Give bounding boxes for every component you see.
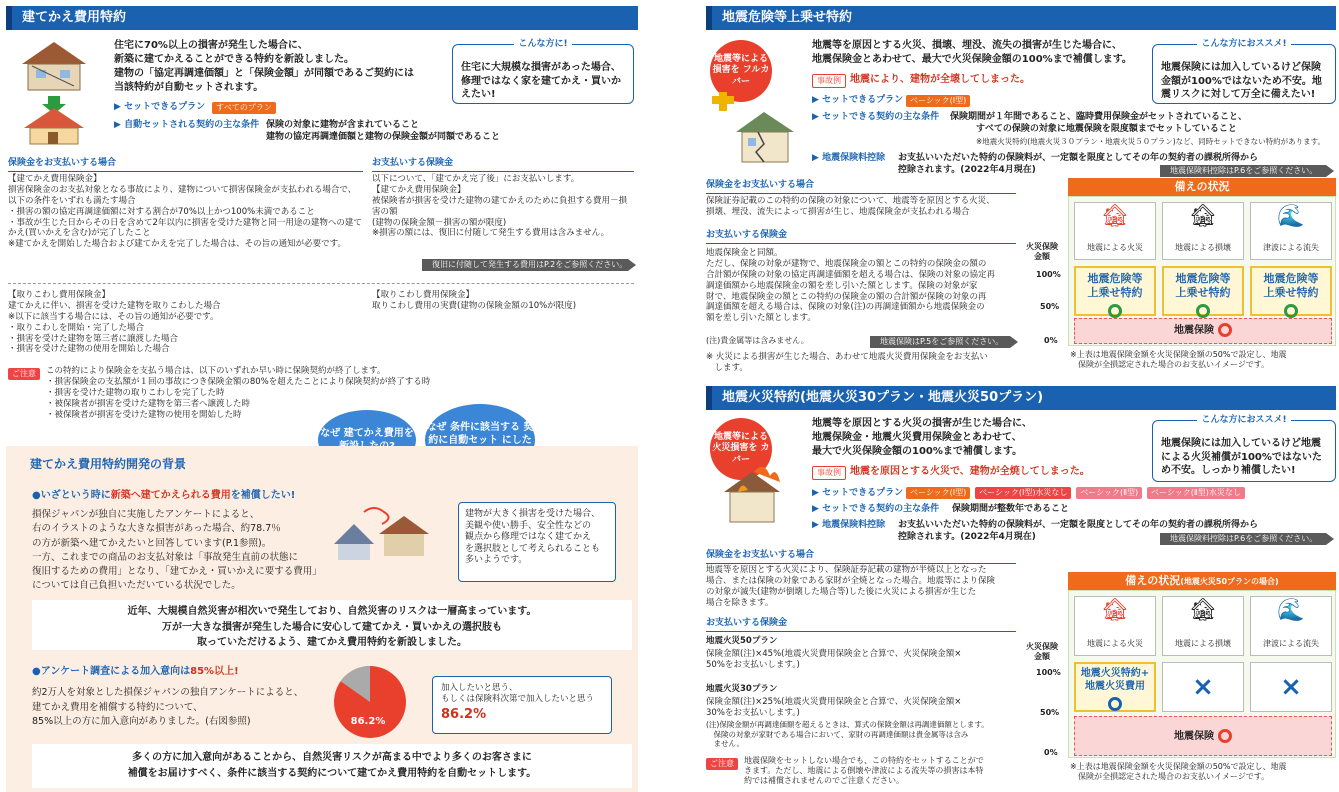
eq-fire-pay-amount-title: お支払いする保険金 xyxy=(706,618,1016,632)
eq-extra-example-tag: 事故例 xyxy=(812,74,846,88)
eq-extra-fee-bar[interactable]: 地震保険料控除はP.6をご参照ください。 xyxy=(1160,165,1326,177)
chart1-base: 地震保険 xyxy=(1074,318,1332,344)
eq-extra-note2: ※ 火災による損害が生じた場合、あわせて地震火災費用保険金をお支払い します。 xyxy=(706,352,988,373)
divider xyxy=(8,283,634,284)
eq-extra-cond1: 保険期間が１年間であること、臨時費用保険金がセットされていること、 xyxy=(950,112,1248,122)
chart2-risk-collapse: 🏚 地震による損壊 xyxy=(1162,596,1244,656)
rebuild-callout-text: 住宅に大規模な損害があった場合、修理ではなく家を建てかえ・買いかえたい! xyxy=(461,62,621,100)
eq-fire-plan-tags: ベーシック(Ⅰ型) ベーシック(Ⅰ型)水災なし ベーシック(Ⅱ型) ベーシック(Ⅱ型)水災なし xyxy=(906,487,1247,500)
chart1-sup-2: 地震危険等 上乗せ特約 xyxy=(1162,266,1244,316)
fire-house-icon: 🏚 xyxy=(1101,204,1129,229)
eq-fire-callout-title: こんな方におススメ! xyxy=(1197,415,1290,425)
circle-mark xyxy=(1108,697,1122,711)
eq-fire-fee-label: ▶ 地震保険料控除 xyxy=(812,520,886,530)
tsunami-house-icon: 🌊 xyxy=(1277,204,1305,229)
rebuild-caution-tag: ご注意 xyxy=(8,368,40,380)
eq-fire-caution-text: 地震保険をセットしない場合でも、この特約をセットすることがで きます。ただし、地震による倒壊や津波による流失等の損害は本特 約では補償されませんのでご注意ください。 xyxy=(744,756,984,786)
rebuild-intro-2: 新築に建てかえることができる特約を新設しました。 xyxy=(114,54,354,65)
damage-illustration xyxy=(324,504,444,564)
chart2-tick-50: 50% xyxy=(1040,708,1060,717)
eq-extra-cond-label: ▶ セットできる契約の主な条件 xyxy=(812,112,940,122)
rebuild-pay-amount-bar[interactable]: 復旧に付随して発生する費用はP.2をご参照ください。 xyxy=(422,259,628,271)
survey-pie-chart xyxy=(332,664,408,740)
eq-extra-callout xyxy=(1152,39,1336,104)
eq-extra-pay-case-text: 保険証券記載のこの特約の保険の対象について、地震等を原因とする火災、 損壊、埋没、流失によって損害が生じ、地震保険金が支払われる場合 xyxy=(706,196,995,217)
rebuild-pay-amount-text2: 【取りこわし費用保険金】 取りこわし費用の実費(建物の保険金額の10%が限度) xyxy=(372,290,577,311)
rebuild-callout-title: こんな方に! xyxy=(514,39,571,49)
eq-extra-intro-1: 地震等を原因とする火災、損壊、埋没、流失の損害が生じた場合に、 xyxy=(812,40,1122,51)
eq-extra-intro-2: 地震保険金とあわせて、最大で火災保険金額の100%まで補償します。 xyxy=(812,54,1132,65)
eq-extra-cond2: すべての保険の対象に地震保険を限度額までセットしていること xyxy=(976,124,1237,134)
chart1-ylabel: 火災保険 金額 xyxy=(1026,242,1058,262)
eq-fire-pay-case-text: 地震等を原因とする火災により、保険証券記載の建物が半焼以上となった 場合、または保険の対象である家財が全焼となった場合。地震等により保険 の対象が滅失(建物が倒壊した場合等)した後に火災による損害が生じた 場合を除きます。 xyxy=(706,565,996,608)
chart2-ylabel: 火災保険 金額 xyxy=(1026,642,1058,662)
eq-fire-cond-text: 保険期間が整数年であること xyxy=(952,504,1070,514)
chart2-title: 備えの状況(地震火災50プランの場合) xyxy=(1068,572,1336,591)
rebuild-callout xyxy=(452,39,634,104)
rebuild-auto-label: ▶ 自動セットされる契約の主な条件 xyxy=(114,120,260,130)
eq-fire-fee-text: お支払いいただいた特約の保険料が、一定額を限度としてその年の契約者の課税所得から 控除されます。(2022年4月現在) xyxy=(898,520,1259,542)
circle-mark xyxy=(1196,304,1210,318)
chart1-title: 備えの状況 xyxy=(1068,178,1336,196)
background-p1: 損保ジャパンが独自に実施したアンケートによると、 右のイラストのような大きな損害があった場合、約78.7％ の方が新築へ建てかえたいと回答しています(P.1参照)。 一方、これまでの商品のお支払対象は「事故発生直前の状態に 復旧するための費用」となり、「建てかえ・買いかえに要する費用」 については自己負担いただいている状況でした。 xyxy=(32,509,322,592)
collapse-house-icon: 🏚 xyxy=(1189,598,1217,623)
chart1-tick-100: 100% xyxy=(1036,270,1061,279)
chart1-sup-1: 地震危険等 上乗せ特約 xyxy=(1074,266,1156,316)
rebuild-caution-text: この特約により保険金を支払う場合は、以下のいずれか早い時に保険契約が終了します。 ・損害保険金の支払額が１回の事故につき保険金額の80%を超えたことにより保険契約が終了する時 ・損害を受けた建物の取りこわしを完了した時 ・被保険者が損害を受けた建物を第三者へ譲渡した時 ・被保険者が損害を受けた建物の使用を開始した時 xyxy=(46,366,431,420)
eq-extra-pay-amount-title: お支払いする保険金 xyxy=(706,230,1016,244)
tsunami-house-icon: 🌊 xyxy=(1277,598,1305,623)
chart1-risk-fire: 🏚 地震による火災 xyxy=(1074,202,1156,260)
chart2-base: 地震保険 xyxy=(1074,716,1332,756)
rebuild-plan-tag: すべてのプラン xyxy=(212,102,276,114)
section-header-eq-fire: 地震火災特約(地震火災30プラン・地震火災50プラン) xyxy=(706,386,1336,410)
rebuild-auto-cond2: 建物の協定再調達価額と建物の保険金額が同額であること xyxy=(266,132,501,142)
chart1-sup-3: 地震危険等 上乗せ特約 xyxy=(1250,266,1332,316)
chart2-risk-fire: 🏚 地震による火災 xyxy=(1074,596,1156,656)
rebuild-auto-cond1: 保険の対象に建物が含まれていること xyxy=(266,120,420,130)
eq-fire-cond-label: ▶ セットできる契約の主な条件 xyxy=(812,504,940,514)
chart2-tick-100: 100% xyxy=(1036,668,1061,677)
eq-fire-intro-2: 地震保険金・地震火災費用保険金とあわせて、 xyxy=(812,432,1022,443)
eq-fire-intro-1: 地震等を原因とする火災の損害が生じた場合に、 xyxy=(812,418,1032,429)
eq-fire-callout-text: 地震保険には加入しているけど地震による火災補償が100%ではないため不安。しっかり補償したい! xyxy=(1161,438,1322,476)
rebuild-pay-case-text1: 【建てかえ費用保険金】 損害保険金のお支払対象となる事故により、建物について損害保険金が支払われる場合で、以下の条件をいずれも満たす場合 ・損害の額の協定再調達価額に対する割合が70%以上かつ100%未満であること ・事故が生じた日からその日を含めて2年以内に損害を受けた建物と同一用途の建物への建てかえ(買いかえを含む)が完了したこと ※建てかえを開始した場合および建てかえを完了した場合は、その旨の通知が必要です。 xyxy=(8,174,362,250)
eq-fire-example-tag: 事故例 xyxy=(812,466,846,480)
background-summary2: 多くの方に加入意向があることから、自然災害リスクが高まる中でより多くのお客さまに 補償をお届けすべく、条件に該当する契約について建てかえ費用特約を自動セットします。 xyxy=(32,744,632,788)
eq-fire-fee-bar[interactable]: 地震保険料控除はP.6をご参照ください。 xyxy=(1160,533,1326,545)
chart2-sup-1: 地震火災特約+ 地震火災費用 xyxy=(1074,662,1156,712)
chart1-footnote: ※上表は地震保険金額を火災保険金額の50%で設定し、地震 保険が全損認定された場合のお支払いイメージです。 xyxy=(1070,350,1287,370)
collapse-house-icon: 🏚 xyxy=(1189,204,1217,229)
pie-label: 86.2% xyxy=(350,716,386,727)
eq-extra-fee-text: お支払いいただいた特約の保険料が、一定額を限度としてその年の契約者の課税所得から 控除されます。(2022年4月現在) xyxy=(898,153,1259,175)
circle-mark xyxy=(1284,304,1298,318)
chart2-cross-3: × xyxy=(1250,662,1332,712)
chart2-footnote: ※上表は地震保険金額を火災保険金額の50%で設定し、地震 保険が全損認定された場合のお支払いイメージです。 xyxy=(1070,762,1287,782)
chart1-risk-collapse: 🏚 地震による損壊 xyxy=(1162,202,1244,260)
rebuild-intro-1: 住宅に70%以上の損害が発生した場合に、 xyxy=(114,40,308,51)
house-illustration xyxy=(14,36,94,146)
eq-fire-plan-label: ▶ セットできるプラン xyxy=(812,488,904,498)
circle-mark xyxy=(1218,323,1232,337)
background-p2: 約2万人を対象とした損保ジャパンの独自アンケートによると、 建てかえ費用を補償する特約について、 85%以上の方に加入意向がありました。(右図参照) xyxy=(32,687,304,728)
chart2-cross-2: × xyxy=(1162,662,1244,712)
eq-extra-badge: 地震等による 損害を フルカバー xyxy=(710,40,772,102)
background-title: 建てかえ費用特約開発の背景 xyxy=(30,457,187,471)
eq-fire-plan50-title: 地震火災50プラン xyxy=(706,636,778,646)
rebuild-pay-case-text2: 【取りこわし費用保険金】 建てかえに伴い、損害を受けた建物を取りこわした場合 ※以下に該当する場合には、その旨の通知が必要です。 ・取りこわしを開始・完了した場合 ・損害を受けた建物を第三者に譲渡した場合 ・損害を受けた建物の使用を開始した場合 xyxy=(8,290,221,355)
eq-fire-plan30-text: 保険金額(注)×25%(地震火災費用保険金と合算で、火災保険金額× 30%をお支払いします。) xyxy=(706,697,962,718)
eq-fire-plan50-text: 保険金額(注)×45%(地震火災費用保険金と合算で、火災保険金額× 50%をお支払いします。) xyxy=(706,649,962,670)
fire-house-icon: 🏚 xyxy=(1101,598,1129,623)
eq-fire-callout xyxy=(1152,415,1336,482)
background-h2: ●アンケート調査による加入意向は85%以上! xyxy=(32,666,239,677)
eq-fire-caution-tag: ご注意 xyxy=(706,758,738,770)
rebuild-plan-label: ▶ セットできるプラン xyxy=(114,102,206,112)
eq-fire-intro-3: 最大で火災保険金額の100%まで補償します。 xyxy=(812,446,1023,457)
eq-extra-plan-tag: ベーシック(Ⅰ型) xyxy=(906,95,970,107)
background-box2: 加入したいと思う、 もしくは保険料次第で加入したいと思う 86.2% xyxy=(432,676,612,734)
eq-extra-fee-label: ▶ 地震保険料控除 xyxy=(812,153,886,163)
eq-fire-example-text: 地震を原因とする火災で、建物が全焼してしまった。 xyxy=(850,466,1090,477)
chart2-tick-0: 0% xyxy=(1044,748,1058,757)
rebuild-pay-amount-text1: 以下について、「建てかえ完了後」にお支払いします。 【建てかえ費用保険金】 被保険者が損害を受けた建物の建てかえのために負担する費用－損害の額 (建物の保険金額－損害の額が限度) ※損害の額には、復旧に付随して発生する費用は含みません。 xyxy=(372,174,628,239)
why-bubble-2: なぜ 条件に該当する 契約に自動セット にした xyxy=(425,404,535,476)
eq-fire-badge: 地震等による 火災損害を カバー xyxy=(710,418,772,480)
circle-mark xyxy=(1108,304,1122,318)
chart2-risk-tsunami: 🌊 津波による流失 xyxy=(1250,596,1332,656)
eq-extra-note-bar[interactable]: 地震保険はP.5をご参照ください。 xyxy=(870,336,1010,348)
background-summary1: 近年、大規模自然災害が相次いで発生しており、自然災害のリスクは一層高まっています。 万が一大きな損害が発生した場合に安心して建てかえ・買いかえの選択肢も 取っていただけるよう、建てかえ費用特約を新設しました。 xyxy=(32,600,632,650)
eq-extra-pay-case-title: 保険金をお支払いする場合 xyxy=(706,180,1016,194)
rebuild-pay-case-title: 保険金をお支払いする場合 xyxy=(8,158,363,172)
section-header-rebuild: 建てかえ費用特約 xyxy=(6,6,638,30)
chart1-risk-tsunami: 🌊 津波による流失 xyxy=(1250,202,1332,260)
chart1-tick-50: 50% xyxy=(1040,302,1060,311)
eq-fire-pay-case-title: 保険金をお支払いする場合 xyxy=(706,550,1016,564)
section-header-eq-extra: 地震危険等上乗せ特約 xyxy=(706,6,1336,30)
eq-extra-pay-amount-text: 地震保険金と同額。 ただし、保険の対象が建物で、地震保険金の額とこの特約の保険金の額の 合計額が保険の対象の協定再調達価額を超える場合は、保険の対象の協定再 調達価額から地震保険金の額を差し引いた額とします。保険の対象が家 財で、地震保険金の額とこの特約の保険金の額の合計額が保険の対象の再 調達価額を超える場合は、保険の対象(注)の再調達価額から地震保険金の 額を差し引いた額とします。 xyxy=(706,248,996,324)
cracked-house-illustration xyxy=(708,92,800,176)
eq-extra-callout-title: こんな方におススメ! xyxy=(1197,39,1290,49)
eq-extra-plan-label: ▶ セットできるプラン xyxy=(812,95,904,105)
background-box1: 建物が大きく損害を受けた場合、 美観や使い勝手、安全性などの 観点から修理ではなく建てかえ を選択肢として考えられることも 多いようです。 xyxy=(458,502,616,582)
burning-house-illustration xyxy=(714,462,794,532)
background-h1: ●いざという時に新築へ建てかえられる費用を補償したい! xyxy=(32,490,296,501)
eq-extra-note: (注)貴金属等は含みません。 xyxy=(706,336,809,345)
why-bubble-1: なぜ 建てかえ費用を xyxy=(318,410,416,470)
eq-fire-plan30-title: 地震火災30プラン xyxy=(706,684,778,694)
chart1-tick-0: 0% xyxy=(1044,336,1058,345)
rebuild-intro-3: 建物の「協定再調達価額」と「保険金額」が同額であるご契約には xyxy=(114,68,414,79)
eq-extra-cond-note: ※地震火災特約(地震火災３０プラン・地震火災５０プラン)など、同時セットできない特約があります。 xyxy=(976,137,1326,146)
rebuild-pay-amount-title: お支払いする保険金 xyxy=(372,158,634,172)
rebuild-intro-4: 当該特約が自動セットされます。 xyxy=(114,82,264,93)
eq-extra-callout-text: 地震保険には加入しているけど保険金額が100%ではないため不安。地震リスクに対して万全に備えたい! xyxy=(1161,62,1322,100)
eq-extra-example-text: 地震により、建物が全壊してしまった。 xyxy=(850,74,1030,85)
circle-mark xyxy=(1218,729,1232,743)
eq-fire-note: (注)保険金額が再調達価額を超えるときは、算式の保険金額は再調達価額とします。 保険の対象が家財である場合において、家財の再調達価額は貴金属等は含み ません。 xyxy=(706,720,989,749)
